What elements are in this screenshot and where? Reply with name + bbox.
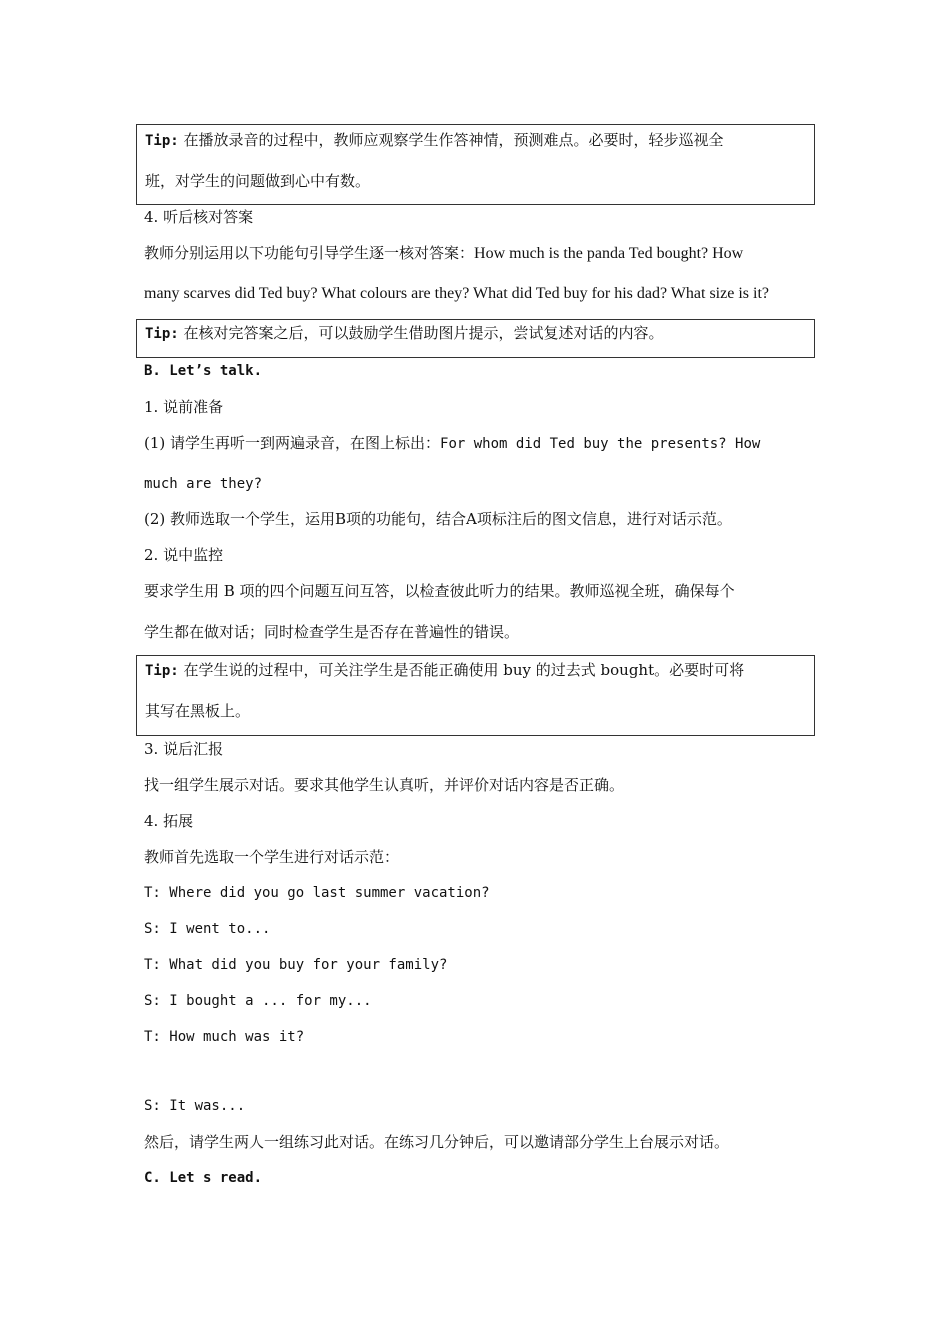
paragraph-line: 找一组学生展示对话。要求其他学生认真听，并评价对话内容是否正确。 [144, 776, 625, 794]
paragraph-line: 要求学生用 B 项的四个问题互问互答，以检查彼此听力的结果。教师巡视全班，确保每个 [144, 582, 735, 600]
tip-label: Tip: [145, 133, 179, 149]
section-heading: B. Let’s talk. [144, 363, 263, 379]
paragraph-text-en: How much is the panda Ted bought? How [474, 245, 744, 262]
tip-box-recording [136, 124, 815, 205]
tip-text-line: 在核对完答案之后，可以鼓励学生借助图片提示，尝试复述对话的内容。 [178, 324, 664, 342]
paragraph-line: much are they? [144, 476, 263, 492]
dialogue-line: S: I bought a ... for my... [144, 993, 372, 1009]
step-heading: 2. 说中监控 [144, 546, 224, 564]
paragraph-text-zh: (1) 请学生再听一到两遍录音，在图上标出： [144, 434, 441, 452]
tip-text-line: 在播放录音的过程中，教师应观察学生作答神情，预测难点。必要时，轻步巡视全 [178, 131, 724, 149]
step-heading: 4. 拓展 [144, 812, 194, 830]
dialogue-line: T: How much was it? [144, 1029, 305, 1045]
tip-text-line: 班，对学生的问题做到心中有数。 [145, 172, 371, 190]
dialogue-line: T: Where did you go last summer vacation? [144, 885, 490, 901]
tip-text-line: 在学生说的过程中，可关注学生是否能正确使用 buy 的过去式 bought。必要时可将 [178, 661, 745, 679]
paragraph-line: 然后，请学生两人一组练习此对话。在练习几分钟后，可以邀请部分学生上台展示对话。 [144, 1133, 730, 1151]
paragraph-line [144, 243, 743, 264]
tip-box-bought [136, 655, 815, 736]
paragraph-text-en: For whom did Ted buy the presents? How [440, 436, 761, 452]
tip-label: Tip: [145, 663, 179, 679]
paragraph-line: 学生都在做对话；同时检查学生是否存在普遍性的错误。 [144, 623, 520, 641]
dialogue-line: S: It was... [144, 1098, 246, 1114]
tip-box-retell [136, 319, 815, 358]
step-heading: 1. 说前准备 [144, 398, 224, 416]
step-heading: 4. 听后核对答案 [144, 208, 254, 226]
paragraph-line: many scarves did Ted buy? What colours are they? What did Ted buy for his dad? What size is it? [144, 285, 769, 302]
paragraph-line [144, 433, 760, 454]
paragraph-text-zh: 教师分别运用以下功能句引导学生逐一核对答案： [144, 244, 475, 262]
dialogue-line: S: I went to... [144, 921, 271, 937]
paragraph-line: (2) 教师选取一个学生，运用B项的功能句，结合A项标注后的图文信息，进行对话示范。 [144, 510, 732, 528]
tip-text-line: 其写在黑板上。 [145, 702, 251, 720]
section-heading: C. Let s read. [144, 1170, 263, 1186]
dialogue-line: T: What did you buy for your family? [144, 957, 448, 973]
step-heading: 3. 说后汇报 [144, 740, 224, 758]
tip-label: Tip: [145, 326, 179, 342]
paragraph-line: 教师首先选取一个学生进行对话示范： [144, 848, 400, 866]
